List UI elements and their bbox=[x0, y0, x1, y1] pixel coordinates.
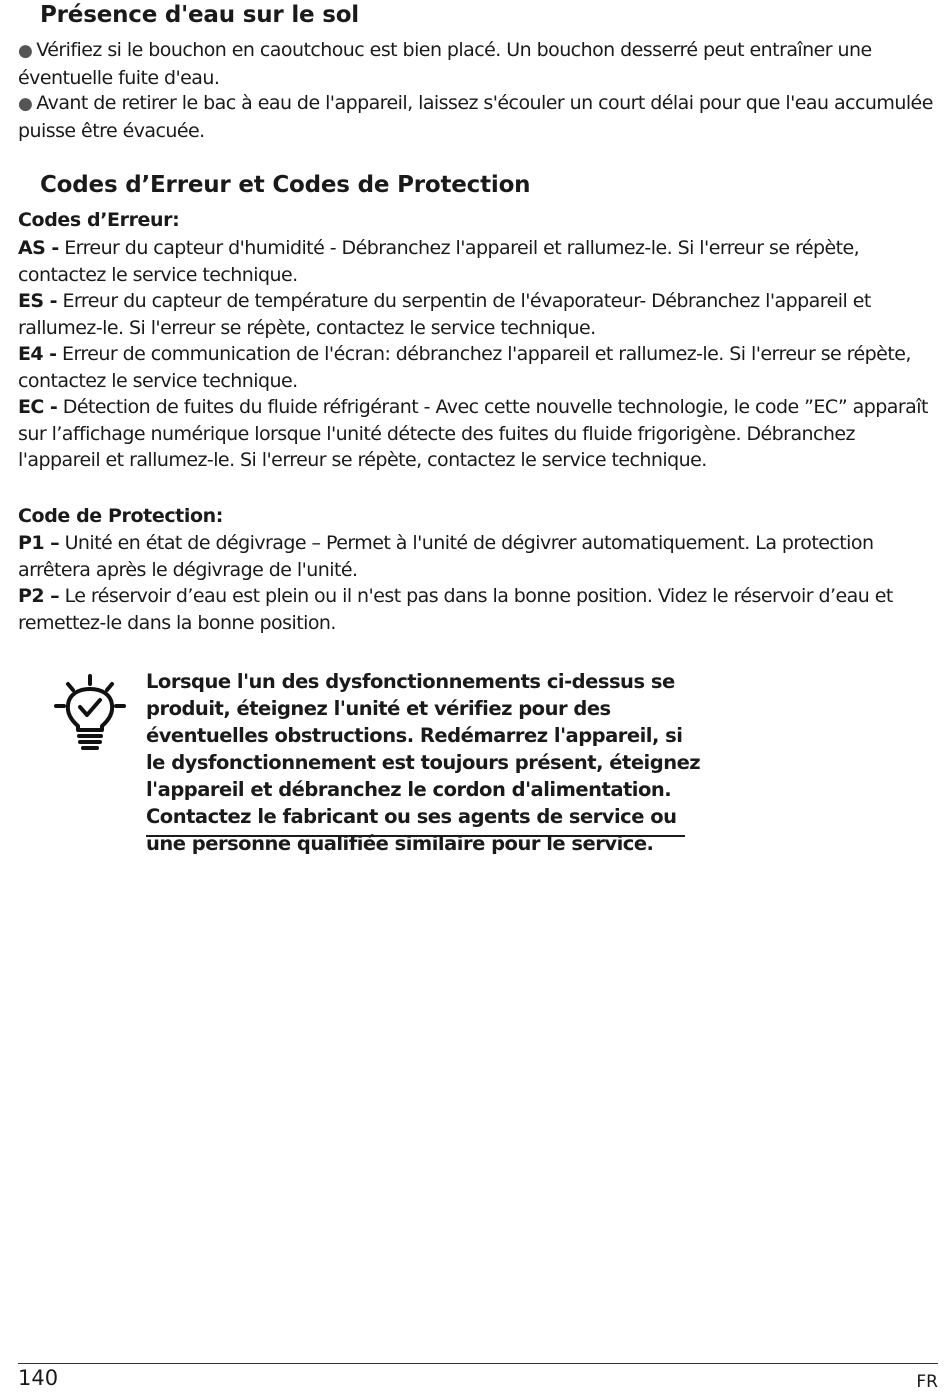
page-number: 140 bbox=[18, 1366, 59, 1390]
protection-code: P1 – bbox=[18, 532, 60, 554]
section-title-codes: Codes d’Erreur et Codes de Protection bbox=[40, 172, 531, 198]
error-description: Erreur du capteur d'humidité - Débranchez l'appareil et rallumez-le. Si l'erreur se répète, contactez le service technique. bbox=[18, 237, 860, 286]
error-code: E4 - bbox=[18, 343, 57, 365]
error-description: Erreur du capteur de température du serpentin de l'évaporateur- Débranchez l'appareil et rallumez-le. Si l'erreur se répète, contactez le service technique. bbox=[18, 290, 871, 339]
safety-note-text: Lorsque l'un des dysfonctionnements ci-dessus se produit, éteignez l'unité et vérifiez pour des éventuelles obstructions. Redémarrez l'appareil, si le dysfonctionnement est toujours présent, éteignez l'appareil et débranchez le cordon d'alimentation. Contactez le fabricant ou ses agents de service ou une personne qualifiée similaire pour le service. bbox=[146, 670, 701, 855]
error-code-item bbox=[18, 394, 940, 474]
error-code-item bbox=[18, 235, 940, 288]
error-description: Erreur de communication de l'écran: débranchez l'appareil et rallumez-le. Si l'erreur se répète, contactez le service technique. bbox=[18, 343, 911, 392]
error-code: EC - bbox=[18, 396, 58, 418]
error-code-item bbox=[18, 341, 940, 394]
protection-codes-heading: Code de Protection: bbox=[18, 505, 223, 527]
error-code: ES - bbox=[18, 290, 57, 312]
protection-code-item bbox=[18, 530, 940, 583]
note-underline bbox=[146, 835, 685, 837]
protection-description: Unité en état de dégivrage – Permet à l'unité de dégivrer automatiquement. La protection arrêtera après le dégivrage de l'unité. bbox=[18, 532, 874, 581]
error-codes-heading: Codes d’Erreur: bbox=[18, 209, 180, 231]
protection-code: P2 – bbox=[18, 585, 60, 607]
bullet-item: ● Vérifiez si le bouchon en caoutchouc est bien placé. Un bouchon desserré peut entraîner une éventuelle fuite d'eau. bbox=[18, 39, 872, 89]
bullet-item: ● Avant de retirer le bac à eau de l'appareil, laissez s'écouler un court délai pour que l'eau accumulée puisse être évacuée. bbox=[18, 92, 933, 142]
bullet-dot-icon: ● bbox=[18, 41, 33, 61]
error-code-item bbox=[18, 288, 940, 341]
footer-divider bbox=[18, 1363, 938, 1364]
lightbulb-check-icon bbox=[52, 672, 128, 756]
section-title-water: Présence d'eau sur le sol bbox=[40, 2, 359, 28]
bullet-dot-icon: ● bbox=[18, 94, 33, 114]
language-label: FR bbox=[916, 1372, 938, 1392]
error-code: AS - bbox=[18, 237, 59, 259]
error-description: Détection de fuites du fluide réfrigérant - Avec cette nouvelle technologie, le code ”EC” apparaît sur l’affichage numérique lorsque l'unité détecte des fuites du fluide frigorigène. Débranchez l'appareil et rallumez-le. Si l'erreur se répète, contactez le service technique. bbox=[18, 396, 928, 471]
protection-description: Le réservoir d’eau est plein ou il n'est pas dans la bonne position. Videz le réservoir d’eau et remettez-le dans la bonne position. bbox=[18, 585, 893, 634]
protection-code-item bbox=[18, 583, 940, 636]
